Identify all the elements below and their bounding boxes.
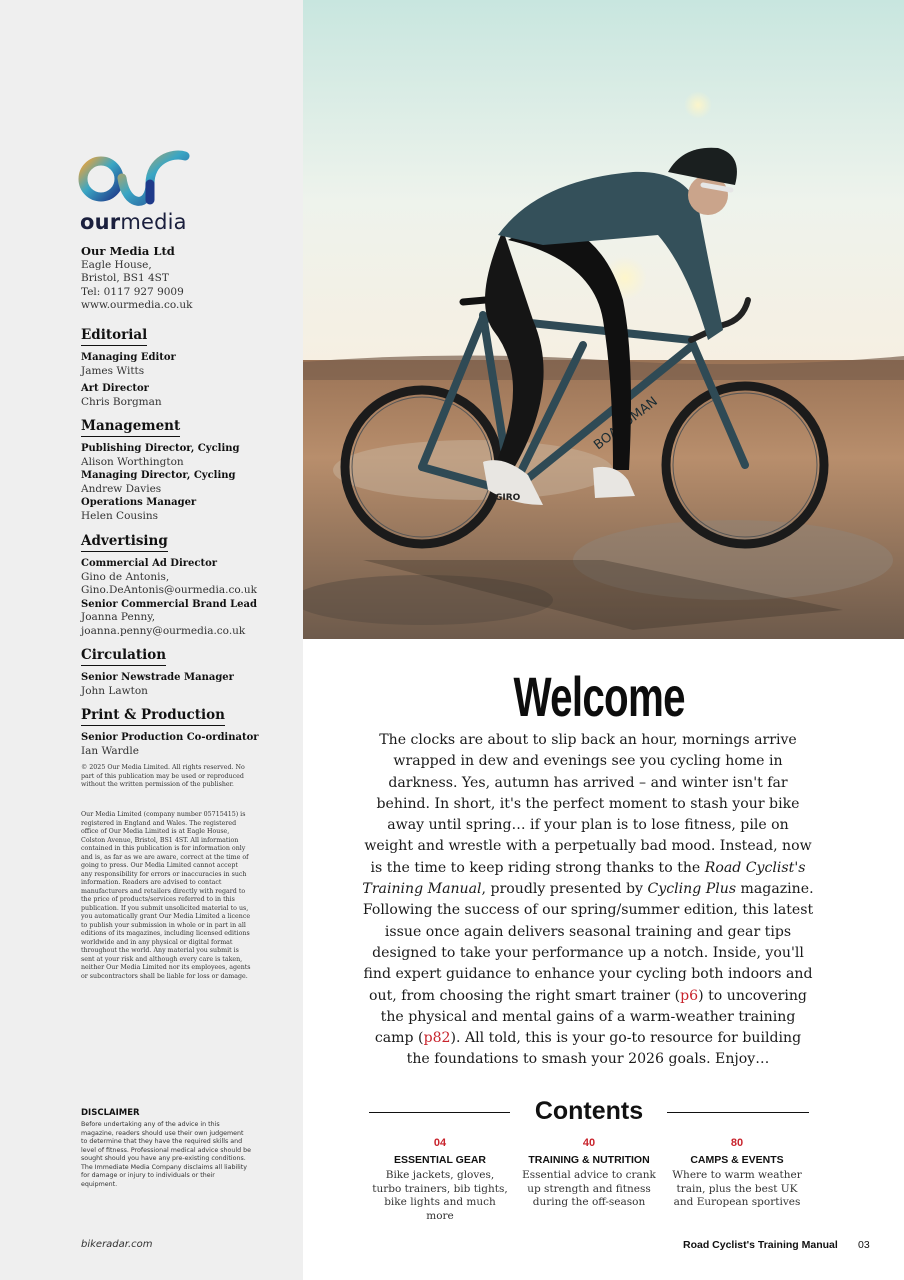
contents-page-number: 04 bbox=[433, 1137, 447, 1149]
staff-email[interactable]: joanna.penny@ourmedia.co.uk bbox=[81, 624, 246, 637]
management-section bbox=[81, 415, 271, 523]
address-line: Eagle House, bbox=[81, 258, 152, 271]
manual-title: Road Cyclist's Training Manual bbox=[362, 859, 806, 898]
staff-role: Senior Newstrade Manager bbox=[81, 672, 234, 683]
advertising-section bbox=[81, 530, 271, 638]
company-name: Our Media Ltd bbox=[81, 244, 175, 258]
section-heading: Circulation bbox=[81, 647, 166, 666]
staff-name: Helen Cousins bbox=[81, 509, 159, 522]
ourmedia-logo bbox=[78, 150, 190, 236]
contents-page-number: 40 bbox=[582, 1137, 596, 1149]
cyclist-illustration bbox=[303, 0, 904, 639]
staff-name: James Witts bbox=[81, 364, 145, 377]
staff-role: Senior Commercial Brand Lead bbox=[81, 598, 257, 610]
contents-heading-item: TRAINING & NUTRITION bbox=[528, 1154, 650, 1166]
contents-page-number: 80 bbox=[730, 1137, 744, 1149]
staff-name: Alison Worthington bbox=[81, 455, 184, 468]
print-production-section bbox=[81, 704, 271, 758]
staff-role: Senior Production Co-ordinator bbox=[81, 732, 259, 743]
staff-name: John Lawton bbox=[81, 684, 148, 697]
staff-role: Publishing Director, Cycling bbox=[81, 443, 240, 454]
staff-role: Operations Manager bbox=[81, 497, 197, 508]
section-heading: Editorial bbox=[81, 327, 147, 346]
publisher-address bbox=[81, 245, 271, 313]
page-number: 03 bbox=[858, 1239, 870, 1251]
staff-name: Gino de Antonis, bbox=[81, 570, 170, 583]
disclaimer-text: Before undertaking any of the advice in this magazine, readers should use their own judgement to determine that they have the required skills and level of fitness. Professional medical advice should be sought should you have any pre-existing conditions. The Immediate Media Company disclaims all liability for damage or injury to individuals or their equipment. bbox=[81, 1121, 251, 1188]
contents-heading: Contents bbox=[534, 1097, 644, 1125]
hero-cyclist-photo bbox=[303, 0, 904, 639]
staff-role: Managing Editor bbox=[81, 352, 176, 363]
phone-number: Tel: 0117 927 9009 bbox=[81, 285, 184, 298]
masthead-sidebar bbox=[0, 0, 303, 1280]
staff-role: Commercial Ad Director bbox=[81, 558, 218, 569]
copyright-notice: © 2025 Our Media Limited. All rights reserved. No part of this publication may be used or reproduced without the written permission of the publisher. bbox=[81, 764, 245, 788]
contents-description: Bike jackets, gloves, turbo trainers, bib tights, bike lights and much more bbox=[372, 1169, 508, 1222]
contents-item[interactable] bbox=[667, 1137, 807, 1210]
staff-role: Art Director bbox=[81, 383, 149, 394]
staff-name: Ian Wardle bbox=[81, 744, 139, 757]
welcome-heading: Welcome bbox=[513, 665, 685, 728]
staff-email[interactable]: Gino.DeAntonis@ourmedia.co.uk bbox=[81, 584, 257, 596]
welcome-body: The clocks are about to slip back an hour, mornings arrive wrapped in dew and evenings see you cycling home in darkness. Yes, autumn has arrived – and winter isn't far behind. In short, it's the perfect moment to stash your bike away until spring… if your plan is to lose fitness, pile on weight and wrestle with a perpetually bad mood. Instead, now is the time to keep riding strong thanks to the Road Cyclist's Training Manual, proudly presented by Cycling Plus magazine. Following the success of our spring/summer edition, this latest issue once again delivers seasonal training and gear tips designed to take your performance up a notch. Inside, you'll find expert guidance to enhance your cycling both indoors and out, from choosing the right smart trainer (p6) to uncovering the physical and mental gains of a warm-weather training camp (p82). All told, this is your go-to resource for building the foundations to smash your 2026 goals. Enjoy… bbox=[362, 732, 814, 1068]
section-heading: Print & Production bbox=[81, 707, 225, 726]
staff-name: Joanna Penny, bbox=[81, 611, 156, 623]
contents-item[interactable] bbox=[370, 1137, 510, 1223]
disclaimer-heading: DISCLAIMER bbox=[81, 1108, 140, 1118]
footer-website[interactable]: bikeradar.com bbox=[81, 1239, 153, 1250]
address-line: Bristol, BS1 4ST bbox=[81, 272, 169, 284]
circulation-section bbox=[81, 644, 271, 698]
shoe-brand-decal: GIRO bbox=[495, 493, 521, 503]
website-link[interactable]: www.ourmedia.co.uk bbox=[81, 299, 193, 311]
contents-description: Where to warm weather train, plus the best UK and European sportives bbox=[672, 1169, 802, 1208]
staff-name: Chris Borgman bbox=[81, 395, 162, 408]
company-legal-info: Our Media Limited (company number 05715415) is registered in England and Wales. The registered office of Our Media Limited is at Eagle House, Colston Avenue, Bristol, BS1 4ST. All information contained in this publication is for information only and is, as far as we are aware, correct at the time of going to press. Our Media Limited cannot accept any responsibility for errors or inaccuracies in such information. Readers are advised to contact manufacturers and retailers directly with regard to the price of products/services referred to in this publication. If you submit unsolicited material to us, you automatically grant Our Media Limited a licence to publish your submission in whole or in part in all editions of its magazines, including licensed editions worldwide and in any physical or digital format throughout the world. Any material you submit is sent at your risk and although every care is taken, neither Our Media Limited nor its employees, agents or subcontractors shall be liable for loss or damage. bbox=[81, 811, 251, 980]
footer-publication-title: Road Cyclist's Training Manual bbox=[683, 1239, 838, 1251]
page-ref-link[interactable]: p82 bbox=[423, 1030, 451, 1047]
contents-heading-item: ESSENTIAL GEAR bbox=[394, 1154, 486, 1166]
magazine-title: Cycling Plus bbox=[647, 881, 737, 898]
section-heading: Advertising bbox=[81, 533, 168, 552]
staff-role: Managing Director, Cycling bbox=[81, 470, 236, 481]
ourmedia-logo-mark bbox=[78, 150, 190, 212]
page-ref-link[interactable]: p6 bbox=[680, 987, 699, 1004]
contents-item[interactable] bbox=[519, 1137, 659, 1210]
contents-description: Essential advice to crank up strength and fitness during the off-season bbox=[522, 1169, 656, 1208]
contents-heading-item: CAMPS & EVENTS bbox=[690, 1154, 784, 1166]
editorial-section bbox=[81, 324, 271, 409]
logo-wordmark: ourmedia bbox=[80, 210, 187, 234]
staff-name: Andrew Davies bbox=[81, 482, 162, 495]
section-heading: Management bbox=[81, 418, 180, 437]
